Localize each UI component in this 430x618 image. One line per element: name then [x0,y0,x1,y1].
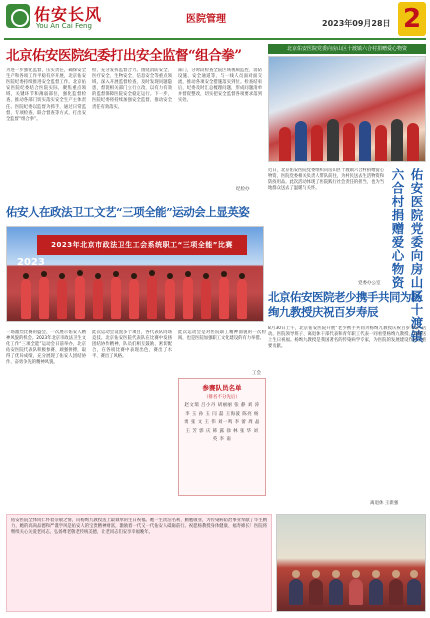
birthday-celebration-photo [276,514,426,612]
newspaper-logo-icon [6,4,30,28]
honor-roll-title: 参赛队员名单 [202,384,242,392]
right-feature-body: 近日，北京佑安医院党委组织向房山区十渡镇六合村捐赠爱心物资，医院党委相关负责人带队前往，为村民送去生活物资和防疫用品。此次活动体现了医院践行社会责任的担当，也为当地群众送去了温暖与关怀。 [268,168,384,192]
article2-byline: 工会 [252,371,261,376]
honor-roll-names: 赵文瑞 吕小丹 胡丽丽 张 静 刘 涛 李 玉 孙 玉 闫 磊 王海波 陈亮 杨 勇 张 文 王 伟 刘一鸣 李 蕾 周 晶 王 芳 郭 庆 韩 露 徐 林 张 华 刘 英 李 南 [184,403,260,443]
article1-column-2: 检、充分发挥监督合力。围绕消防安全、医疗安全、生物安全、信息安全等重点领域，深入开展监督检查，及时发现问题隐患，督促相关部门立行立改，以有力有效的监督保障医院安全稳定运行。下一步，医院纪委将持续加强安全监督，推动安全责任有效落实。 [92,68,172,110]
article1-column-1: 为进一步强化监督，压实责任，确保安全生产和各项工作平稳有序开展，北京佑安医院纪委持续推进安全监督工作。北京佑安医院纪委结合医院实际，聚焦重点领域、关键环节和薄弱部位，强化监督检查，推动各部门切实落实安全生产主体责任。医院纪委以监督为抓手，通过日常监督、专项检查、联合督查等方式，打出安全监督“组合拳”。 [6,68,86,122]
page-number: 2 [398,2,426,36]
issue-date: 2023年09月28日 [322,19,391,28]
brand-subtitle: You An Cai Feng [36,22,92,30]
article3-body: 8月30日上午，北京佑安医院开展“老少携手共同为杨绚九教授庆祝百岁寿辰”活动。医院领导班子、离退休干部代表和青年职工代表一同看望杨绚九教授，为她送上生日祝福。杨绚九教授是我国著名的传染病学专家，为医院的发展建设作出了重要贡献。 [268,326,426,350]
masthead-rule [4,38,426,40]
article2-column-1: 一场激烈比赛的盛会，一次展示佑安人精神风貌的机会。2023年北京市政法卫生文化工作“三项全能”运动会日前举办，北京佑安医院代表队积极参赛、顽强拼搏，取得了优异成绩，充分展现了佑安人团结协作、奋勇争先的精神风貌。 [6,330,86,366]
right-feature-vertical-headline: 佑安医院党委向房山区十渡镇六合村捐赠爱心物资 [390,168,424,344]
photo-year-text: 2023 [17,257,45,268]
right-feature-band-title: 北京佑安医院党委向房山区十渡镇六合村捐赠爱心物资 [268,44,426,54]
right-feature-byline: 党委办公室 [358,281,381,286]
article2-column-3: 此次运动会是对医院职工精神面貌的一次检阅，也是医院加强职工文化建设的有力举措。 [178,330,266,342]
donation-photo [268,56,426,162]
honor-roll-box [178,378,266,496]
article2-column-2: 此次运动会设置多个项目，各代表队同场竞技。北京佑安医院代表队在比赛中发扬团结协作精神，队员们相互鼓励、密切配合，在各项比赛中表现出色，赛出了水平、赛出了风格。 [92,330,172,360]
section-name: 医院管理 [186,14,226,25]
article3-headline: 北京佑安医院老少携手共同为杨绚九教授庆祝百岁寿辰 [268,290,422,319]
bottom-tribute-text: 佑安医院全体同仁怀着崇敬之情，向杨绚九教授送上最诚挚的生日祝福。她一生淡泊名利、勤勉敬业，为传染病防治事业奉献了毕生精力，她的高尚品德和严谨学风是佑安人的宝贵精神财富，激励着一代又一代佑安人砥砺前行。祝愿杨教授身体健康、福寿绵长！医院将继续关心关爱老同志，弘扬尊老敬老传统美德，让老同志们安享幸福晚年。 [11,518,267,536]
article1-byline: 纪检办 [236,187,250,192]
bottom-tribute-box [6,514,272,612]
brand-title: 佑安长风 [34,5,103,24]
honor-roll-subtitle: （排名不分先后） [204,395,240,400]
article2-headline: 佑安人在政法卫工文艺“三项全能”运动会上显英姿 [6,205,250,219]
photo-banner: 2023年北京市政法卫生工会系统职工“三项全能”比赛 [37,235,247,255]
article1-column-3: 部门，分时段检查全院区域视频监控、消防设施、安全通道等，与一线人员面对面交流，推动各项安全措施落实到位。检查结束后，纪委及时汇总梳理问题，形成问题清单并督促整改，切实把安全监督各项要求落到实处。 [178,68,262,104]
team-group-photo [6,226,264,322]
article1-headline: 北京佑安医院纪委打出安全监督“组合拳” [6,48,242,64]
masthead [0,0,430,38]
article3-byline: 离退休 王新强 [370,501,399,506]
